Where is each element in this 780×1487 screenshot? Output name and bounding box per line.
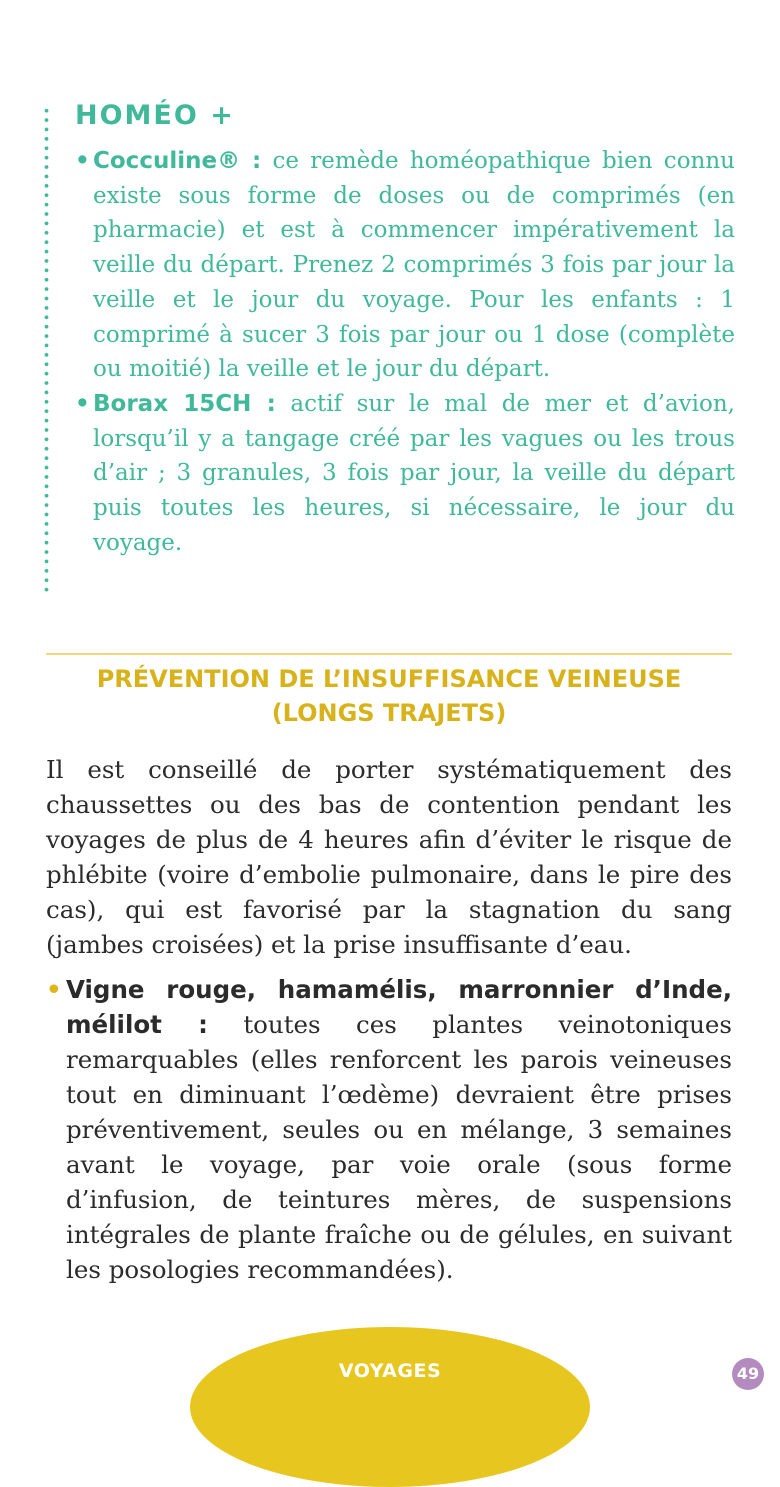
dotted-border xyxy=(44,106,49,596)
item-text: actif sur le mal de mer et d’avion, lorsqu’il y a tangage créé par les vagues ou les trous d’air ; 3 granules, 3 fois par jour, la veille du départ puis toutes les heures, si nécessaire, le jour du voyage. xyxy=(93,390,735,556)
item-term: Borax 15CH : xyxy=(93,390,276,417)
footer-chapter-label: VOYAGES xyxy=(338,1360,442,1382)
footer-band xyxy=(190,1327,590,1487)
item-term: Vigne rouge, hamamélis, marronnier d’Inde, mélilot : xyxy=(66,975,732,1039)
item-text: ce remède homéopathique bien connu existe sous forme de doses ou de comprimés (en pharmacie) et est à commencer impérativement la veille du départ. Prenez 2 comprimés 3 fois par jour la veille et le jour du voyage. Pour les enfants : 1 comprimé à sucer 3 fois par jour ou 1 dose (complète ou moitié) la veille et le jour du départ. xyxy=(93,148,735,383)
list-item-plants xyxy=(46,972,732,1287)
homeo-box xyxy=(30,92,742,604)
plant-list xyxy=(46,972,732,1287)
section-title-line1: PRÉVENTION DE L’INSUFFISANCE VEINEUSE xyxy=(96,665,682,693)
item-text: toutes ces plantes veinotoniques remarquables (elles renforcent les parois veineuses tout en diminuant l’œdème) devraient être prises préventivement, seules ou en mélange, 3 semaines avant le voyage, par voie orale (sous forme d’infusion, de teintures mères, de suspensions intégrales de plante fraîche ou de gélules, en suivant les posologies recommandées). xyxy=(66,1010,732,1284)
body-paragraph: Il est conseillé de porter systématiquement des chaussettes ou des bas de contention pendant les voyages de plus de 4 heures afin d’éviter le risque de phlébite (voire d’embolie pulmonaire, dans le pire des cas), qui est favorisé par la stagnation du sang (jambes croisées) et la prise insuffisante d’eau. xyxy=(46,755,732,959)
bullet-icon: • xyxy=(75,389,90,417)
homeo-list xyxy=(75,144,735,560)
section-divider xyxy=(46,653,732,655)
list-item-borax xyxy=(75,387,735,561)
section-title xyxy=(46,662,732,730)
homeo-title: HOMÉO + xyxy=(75,100,235,131)
bullet-icon: • xyxy=(75,147,90,174)
item-term: Cocculine® : xyxy=(93,148,262,174)
page-number-badge: 49 xyxy=(732,1358,764,1390)
list-item-cocculine xyxy=(75,144,735,387)
bullet-icon: • xyxy=(46,975,62,1004)
section-title-line2: (LONGS TRAJETS) xyxy=(271,699,507,727)
